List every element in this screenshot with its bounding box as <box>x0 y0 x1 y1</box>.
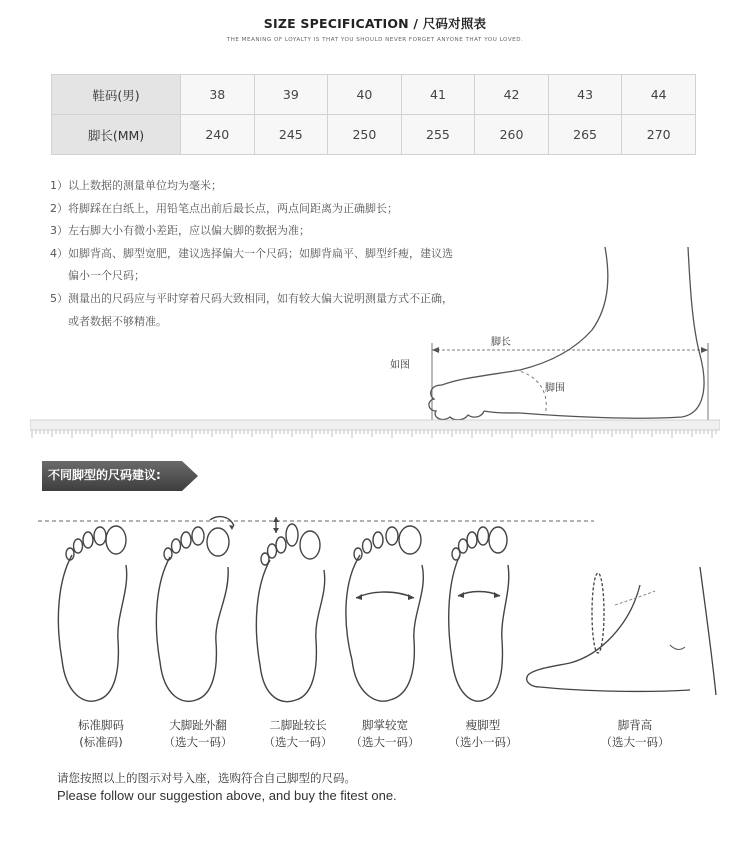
foot-type-advice: （选大一码） <box>163 735 233 749</box>
note-item: 5）测量出的尺码应与平时穿着尺码大致相同，如有较大偏大说明测量方式不正确， <box>50 292 453 305</box>
foot-wide-icon <box>342 520 432 710</box>
note-item: 1）以上数据的测量单位均为毫米； <box>50 179 222 192</box>
table-row <box>52 115 696 155</box>
note-item: 4）如脚背高、脚型宽肥，建议选择偏大一个尺码；如脚背扁平、脚型纤瘦，建议选 <box>50 247 453 260</box>
table-row <box>52 75 696 115</box>
size-table <box>51 74 696 155</box>
note-item: 3）左右脚大小有微小差距，应以偏大脚的数据为准； <box>50 224 310 237</box>
page-subtitle: THE MEANING OF LOYALTY IS THAT YOU SHOULD NEVER FORGET ANYONE THAT YOU LOVED. <box>226 37 524 43</box>
foot-type-name: 标准脚码 <box>78 718 124 732</box>
foot-type-advice: (标准码) <box>79 735 123 749</box>
table-cell: 39 <box>254 75 328 115</box>
foot-type-advice: （选大一码） <box>600 735 670 749</box>
foot-type-name: 二脚趾较长 <box>269 718 327 732</box>
foot-slim-icon <box>438 520 523 710</box>
table-cell: 38 <box>181 75 255 115</box>
instruction-chinese: 请您按照以上的图示对号入座，选购符合自己脚型的尺码。 <box>57 771 356 785</box>
foot-length-label: 脚长 <box>491 337 511 348</box>
table-cell: 42 <box>475 75 549 115</box>
page-title: SIZE SPECIFICATION / 尺码对照表 <box>263 16 487 31</box>
foot-type-advice: （选大一码） <box>263 735 333 749</box>
foot-long-second-toe-icon <box>248 515 338 710</box>
table-cell: 265 <box>548 115 622 155</box>
foot-bunion-icon <box>148 512 243 710</box>
foot-girth-label: 脚围 <box>545 383 565 394</box>
note-item: 偏小一个尺码； <box>68 269 145 282</box>
foot-type-name: 大脚趾外翻 <box>169 718 227 732</box>
table-cell: 250 <box>328 115 402 155</box>
foot-type-advice: （选大一码） <box>350 735 420 749</box>
foot-type-name: 脚掌较宽 <box>362 718 408 732</box>
table-cell: 270 <box>622 115 696 155</box>
foot-type-name: 瘦脚型 <box>465 718 501 732</box>
note-item: 或者数据不够精准。 <box>68 315 167 328</box>
foot-standard-icon <box>50 520 140 710</box>
note-item: 2）将脚踩在白纸上，用铅笔点出前后最长点，两点间距离为正确脚长； <box>50 202 398 215</box>
table-cell: 240 <box>181 115 255 155</box>
foot-type-name: 脚背高 <box>617 718 653 732</box>
table-cell: 40 <box>328 75 402 115</box>
table-cell: 43 <box>548 75 622 115</box>
section-banner-label: 不同脚型的尺码建议: <box>48 468 161 482</box>
ruler-graphic <box>30 418 720 438</box>
table-cell: 41 <box>401 75 475 115</box>
foot-type-advice: （选小一码） <box>448 735 518 749</box>
table-cell: 245 <box>254 115 328 155</box>
table-cell: 260 <box>475 115 549 155</box>
example-label: 如图 <box>390 360 410 371</box>
foot-high-instep-icon <box>520 565 720 715</box>
foot-measure-illustration <box>420 245 720 425</box>
table-cell: 44 <box>622 75 696 115</box>
row-header: 脚长(MM) <box>52 115 181 155</box>
row-header: 鞋码(男) <box>52 75 181 115</box>
instruction-english: Please follow our suggestion above, and buy the fitest one. <box>57 788 397 803</box>
table-cell: 255 <box>401 115 475 155</box>
